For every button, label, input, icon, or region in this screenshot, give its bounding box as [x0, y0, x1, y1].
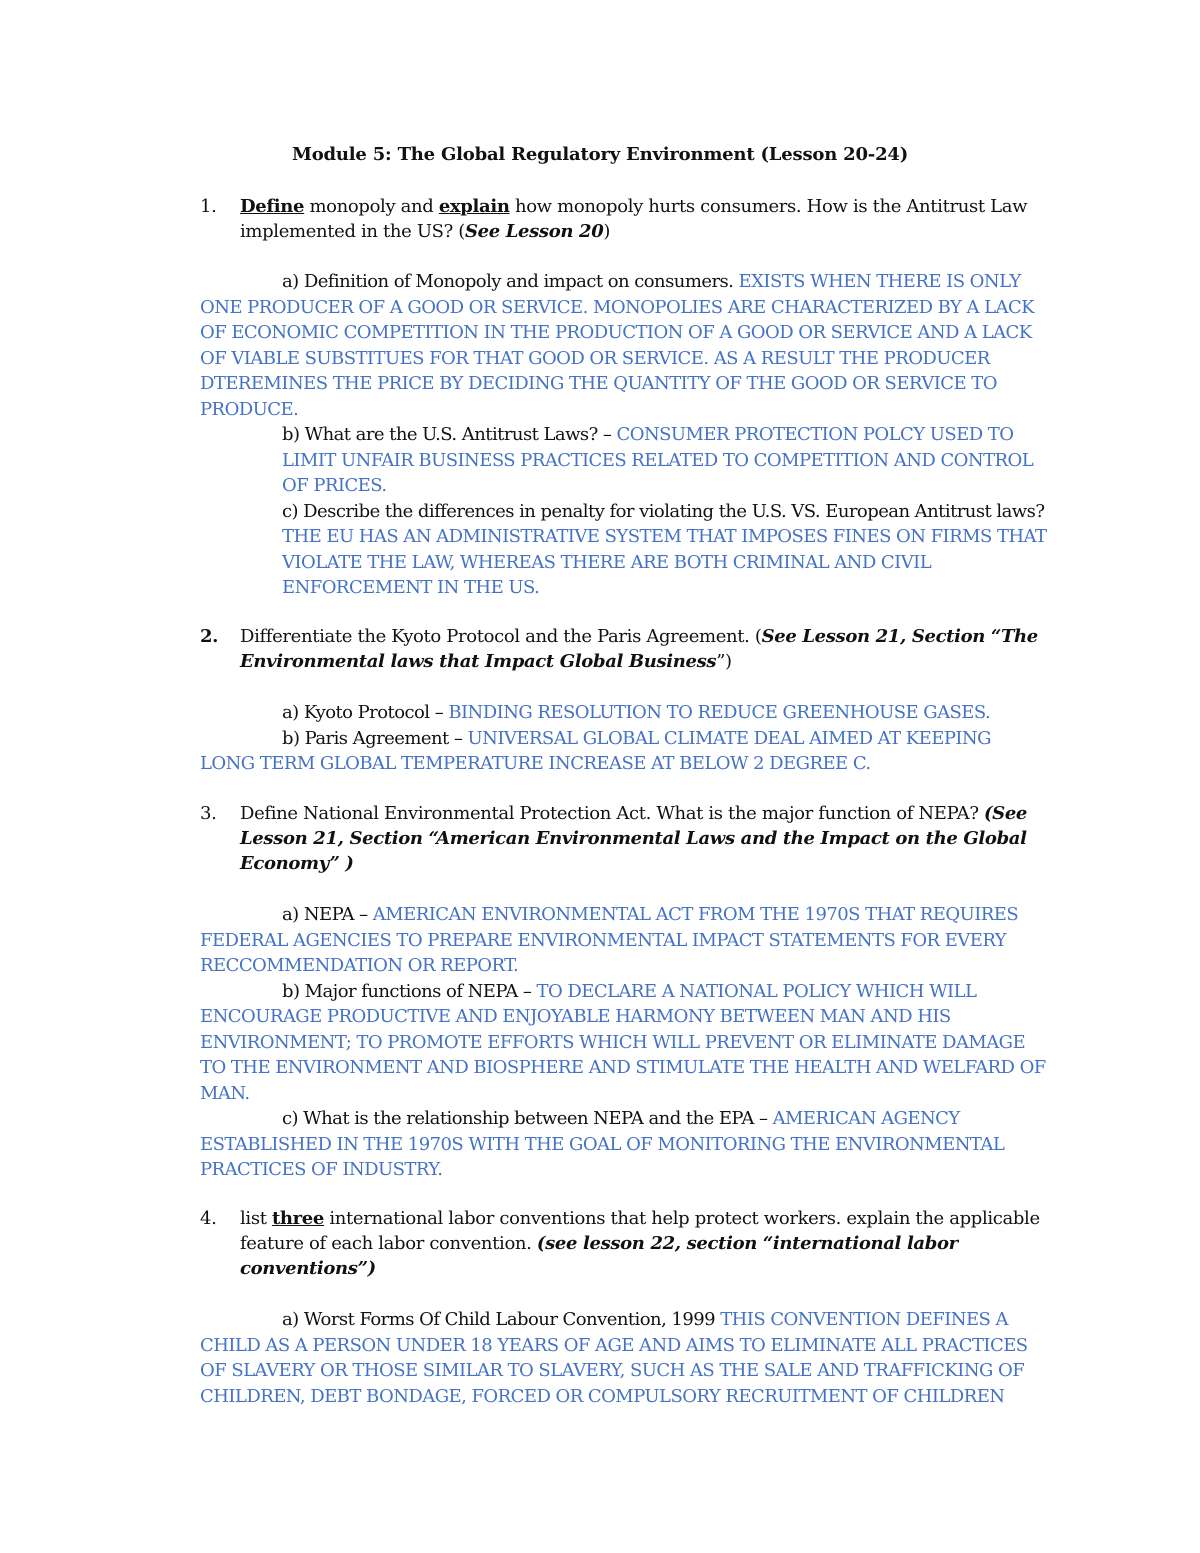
answer-text: TO DECLARE A NATIONAL POLICY WHICH WILL ENCOURAGE PRODUCTIVE AND ENJOYABLE HARMONY BETWEEN MAN AND HIS ENVIRONMENT; TO PROMOTE EFFORTS WHICH WILL PREVENT OR ELIMINATE DAMAGE TO THE ENVIRONMENT AND BIOSPHERE AND STIMULATE THE HEALTH AND WELFARD OF MAN.: [200, 980, 1046, 1104]
answer-text: THE EU HAS AN ADMINISTRATIVE SYSTEM THAT IMPOSES FINES ON FIRMS THAT VIOLATE THE LAW, WHEREAS THERE ARE BOTH CRIMINAL AND CIVIL ENFORCEMENT IN THE US.: [282, 526, 1047, 598]
answer-block-1b: [282, 422, 1052, 601]
question-number: 4.: [200, 1208, 217, 1229]
answer-c: [200, 1106, 1050, 1183]
question-text-part: ): [603, 221, 611, 242]
question-text-part: Define National Environmental Protection Act. What is the major function of NEPA?: [240, 803, 984, 824]
answer-label: c) Describe the differences in penalty for violating the U.S. VS. European Antitrust laws?: [282, 500, 1045, 522]
question-3: [200, 801, 1040, 876]
emphasis-define: Define: [240, 196, 305, 217]
answer-text: BINDING RESOLUTION TO REDUCE GREENHOUSE GASES.: [448, 702, 991, 723]
answer-text: UNIVERSAL GLOBAL CLIMATE DEAL AIMED AT KEEPING LONG TERM GLOBAL TEMPERATURE INCREASE AT BELOW 2 DEGREE C.: [200, 727, 991, 774]
answer-b: [200, 979, 1050, 1107]
lesson-reference: (See Lesson 21, Section “American Environmental Laws and the Impact on the Global Economy” ): [240, 803, 1028, 874]
emphasis-explain: explain: [438, 196, 510, 217]
answer-text: CONSUMER PROTECTION POLCY USED TO LIMIT UNFAIR BUSINESS PRACTICES RELATED TO COMPETITION AND CONTROL OF PRICES.: [282, 424, 1034, 496]
question-text: [240, 194, 1040, 244]
question-4: [200, 1206, 1040, 1281]
answer-a: [200, 902, 1050, 979]
answer-text: AMERICAN ENVIRONMENTAL ACT FROM THE 1970S THAT REQUIRES FEDERAL AGENCIES TO PREPARE ENVIRONMENTAL IMPACT STATEMENTS FOR EVERY RECCOMMENDATION OR REPORT.: [200, 904, 1019, 976]
answer-text: EXISTS WHEN THERE IS ONLY ONE PRODUCER OF A GOOD OR SERVICE. MONOPOLIES ARE CHARACTERIZED BY A LACK OF ECONOMIC COMPETITION IN THE PRODUCTION OF A GOOD OR SERVICE AND A LACK OF VIABLE SUBSTITUES FOR THAT GOOD OR SERVICE. AS A RESULT THE PRODUCER DTEREMINES THE PRICE BY DECIDING THE QUANTITY OF THE GOOD OR SERVICE TO PRODUCE.: [200, 271, 1035, 420]
answer-label: a) Definition of Monopoly and impact on consumers.: [282, 271, 739, 292]
answer-block-4: [200, 1307, 1050, 1409]
answer-label: a) NEPA –: [282, 904, 373, 925]
page-title: Module 5: The Global Regulatory Environment (Lesson 20-24): [291, 144, 909, 165]
lesson-reference: (see lesson 22, section “international labor conventions”): [240, 1233, 958, 1279]
answer-text: THIS CONVENTION DEFINES A CHILD AS A PERSON UNDER 18 YEARS OF AGE AND AIMS TO ELIMINATE ALL PRACTICES OF SLAVERY OR THOSE SIMILAR TO SLAVERY, SUCH AS THE SALE AND TRAFFICKING OF CHILDREN, DEBT BONDAGE, FORCED OR COMPULSORY RECRUITMENT OF CHILDREN: [200, 1309, 1028, 1407]
question-text-part: list: [240, 1208, 272, 1229]
question-1: [200, 194, 1040, 244]
answer-a: [200, 700, 1050, 726]
answer-b: [200, 726, 1050, 777]
question-2: [200, 624, 1040, 674]
answer-label: c) What is the relationship between NEPA and the EPA –: [282, 1108, 773, 1129]
question-text-part: how monopoly hurts consumers. How is the Antitrust Law implemented in the US? (: [240, 196, 1028, 242]
answer-a: [200, 269, 1050, 422]
answer-label: a) Worst Forms Of Child Labour Convention, 1999: [282, 1309, 721, 1330]
answer-label: b) Major functions of NEPA –: [282, 980, 537, 1002]
question-text: [240, 801, 1040, 876]
question-text: [240, 1206, 1040, 1281]
answer-block-3: [200, 902, 1050, 1183]
question-text-part: Differentiate the Kyoto Protocol and the Paris Agreement. (: [240, 626, 762, 647]
question-text-part: ”): [716, 651, 732, 672]
question-text-part: international labor conventions that help protect workers. explain the applicable feature of each labor convention.: [240, 1208, 1040, 1254]
answer-text: AMERICAN AGENCY ESTABLISHED IN THE 1970S WITH THE GOAL OF MONITORING THE ENVIRONMENTAL PRACTICES OF INDUSTRY.: [200, 1108, 1005, 1180]
answer-a: [200, 1307, 1050, 1409]
answer-c: [282, 499, 1052, 601]
question-number: 3.: [200, 803, 217, 824]
answer-label: b) What are the U.S. Antitrust Laws? –: [282, 424, 617, 445]
answer-block-1: [200, 269, 1050, 422]
lesson-reference: See Lesson 20: [464, 221, 604, 242]
question-text: [240, 624, 1040, 674]
answer-b: [282, 422, 1052, 499]
emphasis-three: three: [271, 1208, 325, 1229]
answer-label: a) Kyoto Protocol –: [282, 702, 449, 723]
question-number: 1.: [200, 196, 217, 217]
question-number: 2.: [200, 626, 219, 647]
answer-block-2: [200, 700, 1050, 777]
lesson-reference: See Lesson 21, Section “The Environmental laws that Impact Global Business: [240, 626, 1038, 672]
answer-label: b) Paris Agreement –: [282, 727, 468, 749]
question-text-part: monopoly and: [304, 196, 439, 217]
